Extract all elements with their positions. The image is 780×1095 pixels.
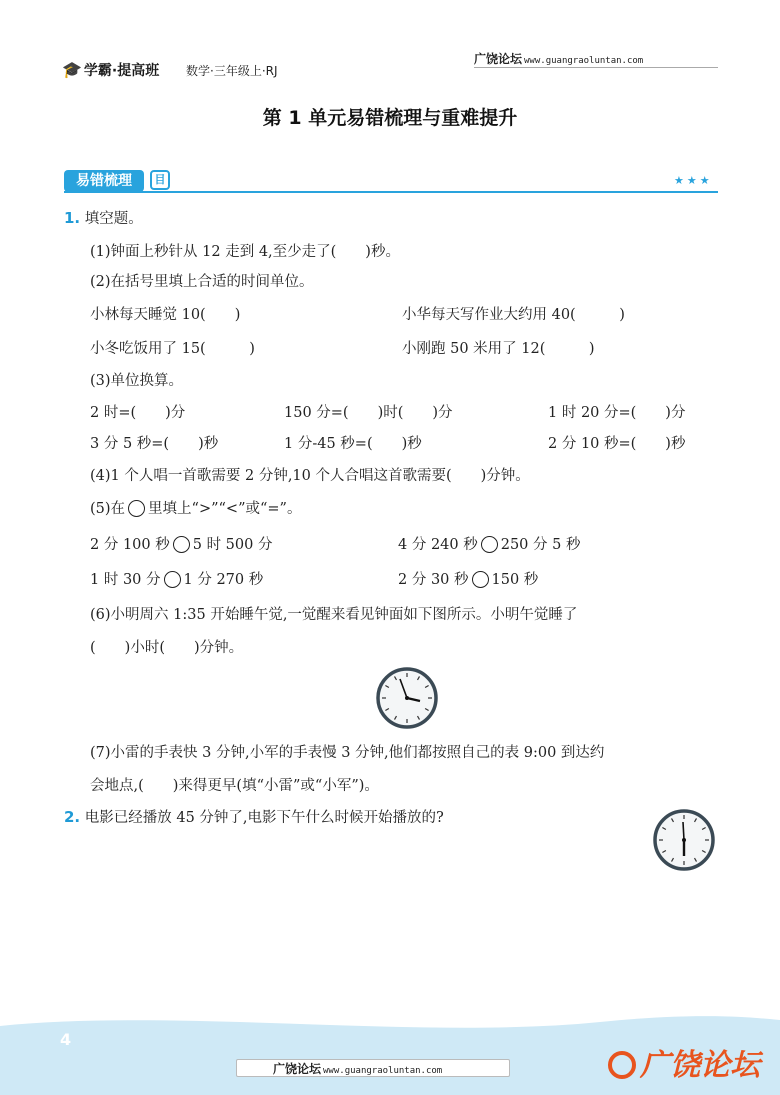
compare-right: 150 秒: [491, 572, 539, 588]
compare-circle[interactable]: [164, 571, 181, 588]
q1-part-3a: 2 时=( )分: [90, 405, 186, 421]
question-text: 电影已经播放 45 分钟了,电影下午什么时候开始播放的?: [84, 810, 444, 826]
logo-ring-icon: [608, 1051, 636, 1079]
q1-part-5-post: 里填上“>”“<”或“=”。: [148, 501, 302, 517]
logo-text: 广饶论坛: [640, 1048, 760, 1083]
compare-circle[interactable]: [173, 536, 190, 553]
brand-text: 学霸·提高班: [83, 63, 160, 79]
q1-part-5b: [398, 533, 580, 554]
question-number: 2.: [64, 808, 81, 826]
q1-part-6-line2: ( )小时( )分钟。: [90, 640, 244, 656]
header-site-url: www.guangraoluntan.com: [524, 56, 644, 66]
compare-left: 2 分 100 秒: [90, 537, 170, 553]
q1-part-1: (1)钟面上秒针从 12 走到 4,至少走了( )秒。: [90, 244, 400, 260]
clock-face-icon: [376, 667, 438, 729]
footer-site-name: 广饶论坛: [273, 1062, 322, 1076]
q1-part-3: (3)单位换算。: [90, 373, 184, 389]
question-1-heading: [64, 207, 143, 228]
compare-right: 1 分 270 秒: [183, 572, 264, 588]
q1-part-2c: 小冬吃饭用了 15( ): [90, 341, 255, 357]
q1-part-3d: 3 分 5 秒=( )秒: [90, 436, 219, 452]
section-label: 易错梳理: [64, 170, 144, 192]
footer-site: [236, 1059, 510, 1077]
compare-circle[interactable]: [128, 500, 145, 517]
q1-part-5a: [90, 533, 272, 554]
q1-part-5: [90, 497, 301, 518]
q1-part-7-line1: (7)小雷的手表快 3 分钟,小军的手表慢 3 分钟,他们都按照自己的表 9:00 到达约: [90, 745, 605, 761]
page-number: 4: [60, 1030, 72, 1049]
compare-left: 4 分 240 秒: [398, 537, 478, 553]
question-number: 1.: [64, 209, 81, 227]
q1-part-3e: 1 分-45 秒=( )秒: [284, 436, 422, 452]
header-divider: [474, 67, 718, 68]
q1-part-5-pre: (5)在: [90, 501, 126, 517]
compare-circle[interactable]: [472, 571, 489, 588]
footer-site-url: www.guangraoluntan.com: [323, 1066, 443, 1076]
q1-part-5c: [90, 568, 263, 589]
site-logo: [608, 1040, 760, 1084]
compare-left: 2 分 30 秒: [398, 572, 469, 588]
question-title: 填空题。: [84, 211, 143, 227]
compare-circle[interactable]: [481, 536, 498, 553]
q1-part-2b: 小华每天写作业大约用 40( ): [402, 307, 625, 323]
q1-part-3c: 1 时 20 分=( )分: [548, 405, 686, 421]
q1-part-5d: [398, 568, 538, 589]
compare-right: 5 时 500 分: [192, 537, 273, 553]
q1-part-4: (4)1 个人唱一首歌需要 2 分钟,10 个人合唱这首歌需要( )分钟。: [90, 468, 530, 484]
brand-title: [62, 60, 159, 80]
compare-right: 250 分 5 秒: [500, 537, 581, 553]
graduation-cap-icon: 🎓: [62, 60, 82, 79]
book-icon: 目: [150, 170, 170, 190]
page-title: 第 1 单元易错梳理与重难提升: [262, 107, 518, 129]
book-subtitle: 数学·三年级上·RJ: [186, 64, 278, 78]
clock-face-icon: [653, 809, 715, 871]
difficulty-stars: ★★★: [674, 174, 713, 187]
q1-part-3f: 2 分 10 秒=( )秒: [548, 436, 686, 452]
q1-part-2: (2)在括号里填上合适的时间单位。: [90, 274, 314, 290]
q1-part-7-line2: 会地点,( )来得更早(填“小雷”或“小军”)。: [90, 778, 379, 794]
compare-left: 1 时 30 分: [90, 572, 161, 588]
header-site: [474, 50, 643, 67]
header-site-name: 广饶论坛: [474, 52, 523, 66]
q1-part-2d: 小刚跑 50 米用了 12( ): [402, 341, 595, 357]
q1-part-2a: 小林每天睡觉 10( ): [90, 307, 241, 323]
q1-part-6-line1: (6)小明周六 1:35 开始睡午觉,一觉醒来看见钟面如下图所示。小明午觉睡了: [90, 607, 578, 623]
q1-part-3b: 150 分=( )时( )分: [284, 405, 453, 421]
section-divider: [64, 191, 718, 193]
question-2: [64, 806, 444, 827]
